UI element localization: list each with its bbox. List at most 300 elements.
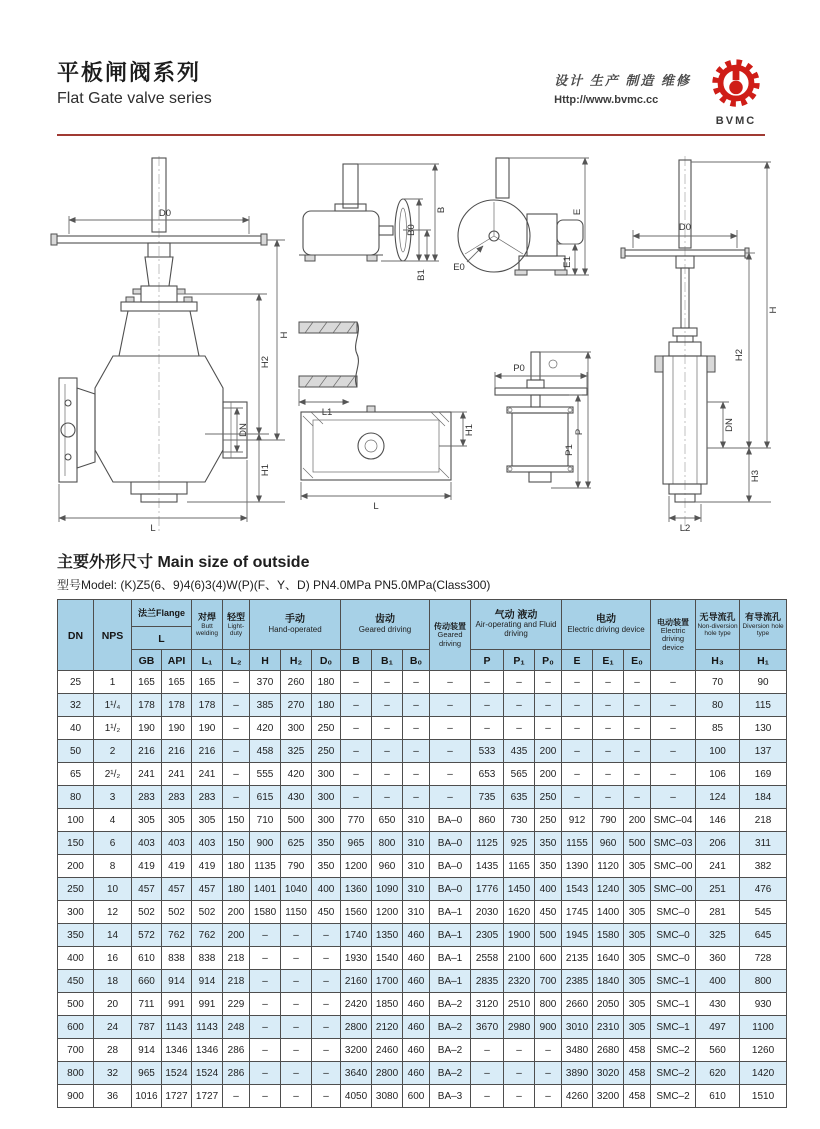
table-cell: 3080 xyxy=(372,1085,403,1108)
col-header-h2: H₂ xyxy=(281,650,312,671)
table-cell: – xyxy=(593,763,624,786)
table-cell: BA–0 xyxy=(430,809,471,832)
table-cell: 3480 xyxy=(562,1039,593,1062)
table-cell: 430 xyxy=(281,786,312,809)
table-cell: 124 xyxy=(696,786,740,809)
table-cell: 1125 xyxy=(471,832,504,855)
table-cell: 419 xyxy=(162,855,192,878)
table-row xyxy=(58,786,787,809)
table-cell: – xyxy=(624,763,651,786)
table-cell: 40 xyxy=(58,717,94,740)
dim-label-d0b: D0 xyxy=(678,222,692,233)
table-cell: 460 xyxy=(403,1062,430,1085)
table-cell: 1350 xyxy=(372,924,403,947)
table-cell: 450 xyxy=(58,970,94,993)
table-cell: 169 xyxy=(740,763,787,786)
table-cell: 1390 xyxy=(562,855,593,878)
table-cell: 305 xyxy=(162,809,192,832)
table-cell: – xyxy=(535,717,562,740)
table-cell: 1200 xyxy=(341,855,372,878)
table-cell: 200 xyxy=(58,855,94,878)
table-cell: 241 xyxy=(162,763,192,786)
table-cell: 2660 xyxy=(562,993,593,1016)
table-cell: SMC–2 xyxy=(651,1062,696,1085)
table-cell: 460 xyxy=(403,993,430,1016)
table-cell: 500 xyxy=(624,832,651,855)
table-cell: – xyxy=(281,924,312,947)
table-row xyxy=(58,832,787,855)
table-cell: 533 xyxy=(471,740,504,763)
table-cell: – xyxy=(341,786,372,809)
dim-label-dn: DN xyxy=(238,423,249,437)
dim-label-e0: E0 xyxy=(453,262,465,273)
table-cell: 1727 xyxy=(162,1085,192,1108)
table-cell: 1090 xyxy=(372,878,403,901)
table-cell: – xyxy=(403,763,430,786)
col-header-flange-l: L xyxy=(132,627,192,650)
table-cell: 24 xyxy=(94,1016,132,1039)
site-url: Http://www.bvmc.cc xyxy=(554,94,659,106)
table-cell: 838 xyxy=(192,947,223,970)
table-cell: 2800 xyxy=(372,1062,403,1085)
table-cell: 2510 xyxy=(504,993,535,1016)
table-cell: 165 xyxy=(192,671,223,694)
table-cell: 460 xyxy=(403,924,430,947)
table-cell: 300 xyxy=(312,763,341,786)
dim-label-h3: H3 xyxy=(750,469,761,483)
table-cell: 620 xyxy=(696,1062,740,1085)
table-cell: 3670 xyxy=(471,1016,504,1039)
table-cell: 1120 xyxy=(593,855,624,878)
table-cell: 960 xyxy=(593,832,624,855)
table-cell: 146 xyxy=(696,809,740,832)
table-cell: 1100 xyxy=(740,1016,787,1039)
table-cell: – xyxy=(651,740,696,763)
col-header-h3: H₃ xyxy=(696,650,740,671)
page-title: 平板闸阀系列 xyxy=(57,60,202,85)
table-cell: 360 xyxy=(696,947,740,970)
table-cell: 925 xyxy=(504,832,535,855)
col-header-non-diversion: 无导流孔 Non-diversion hole type xyxy=(696,600,740,650)
table-cell: 1016 xyxy=(132,1085,162,1108)
table-cell: SMC–0 xyxy=(651,901,696,924)
table-row xyxy=(58,970,787,993)
table-cell: 325 xyxy=(696,924,740,947)
table-cell: 1 xyxy=(94,671,132,694)
table-cell: 218 xyxy=(223,947,250,970)
table-row xyxy=(58,809,787,832)
table-cell: – xyxy=(372,671,403,694)
table-cell: 457 xyxy=(162,878,192,901)
table-cell: – xyxy=(281,993,312,1016)
dim-label-l2: L2 xyxy=(679,523,691,534)
table-cell: 1040 xyxy=(281,878,312,901)
table-cell: 180 xyxy=(312,694,341,717)
table-cell: – xyxy=(250,970,281,993)
table-row xyxy=(58,993,787,1016)
table-cell: – xyxy=(250,924,281,947)
table-cell: – xyxy=(250,947,281,970)
table-cell: 218 xyxy=(740,809,787,832)
table-cell: 310 xyxy=(403,832,430,855)
table-cell: 457 xyxy=(192,878,223,901)
table-cell: 250 xyxy=(58,878,94,901)
table-cell: 65 xyxy=(58,763,94,786)
table-cell: 565 xyxy=(504,763,535,786)
table-cell: – xyxy=(471,694,504,717)
table-cell: – xyxy=(312,1062,341,1085)
table-cell: 900 xyxy=(250,832,281,855)
table-cell: 250 xyxy=(312,717,341,740)
table-cell: 762 xyxy=(162,924,192,947)
table-row xyxy=(58,717,787,740)
table-cell: 419 xyxy=(192,855,223,878)
table-cell: – xyxy=(281,1016,312,1039)
table-cell: – xyxy=(471,717,504,740)
table-cell: 36 xyxy=(94,1085,132,1108)
table-cell: 300 xyxy=(58,901,94,924)
table-cell: 3 xyxy=(94,786,132,809)
dim-label-h1: H1 xyxy=(260,463,271,477)
col-header-flange: 法兰Flange xyxy=(132,600,192,627)
table-cell: 4 xyxy=(94,809,132,832)
table-cell: SMC–0 xyxy=(651,947,696,970)
table-cell: 178 xyxy=(192,694,223,717)
table-cell: – xyxy=(223,786,250,809)
table-cell: – xyxy=(250,1085,281,1108)
table-cell: 12 xyxy=(94,901,132,924)
table-cell: 2420 xyxy=(341,993,372,1016)
table-cell: – xyxy=(562,763,593,786)
table-cell: 458 xyxy=(624,1085,651,1108)
table-cell: 18 xyxy=(94,970,132,993)
table-cell: 1450 xyxy=(504,878,535,901)
table-cell: 305 xyxy=(192,809,223,832)
col-header-electric-driving: 电动 Electric driving device xyxy=(562,600,651,650)
table-cell: 1150 xyxy=(281,901,312,924)
table-cell: 497 xyxy=(696,1016,740,1039)
actuator-drawings xyxy=(291,150,593,538)
table-cell: 435 xyxy=(504,740,535,763)
table-cell: 1135 xyxy=(250,855,281,878)
table-cell: 20 xyxy=(94,993,132,1016)
table-cell: 770 xyxy=(341,809,372,832)
table-cell: – xyxy=(312,970,341,993)
table-row xyxy=(58,947,787,970)
table-row xyxy=(58,1016,787,1039)
table-cell: – xyxy=(341,717,372,740)
table-cell: 1401 xyxy=(250,878,281,901)
table-cell: BA–1 xyxy=(430,947,471,970)
table-cell: 2120 xyxy=(372,1016,403,1039)
table-cell: – xyxy=(535,671,562,694)
table-cell: 735 xyxy=(471,786,504,809)
table-cell: 150 xyxy=(223,809,250,832)
table-cell: 460 xyxy=(403,947,430,970)
table-cell: 1543 xyxy=(562,878,593,901)
table-row xyxy=(58,878,787,901)
table-cell: – xyxy=(372,763,403,786)
table-cell: – xyxy=(372,694,403,717)
table-cell: – xyxy=(223,740,250,763)
dim-label-h1b: H1 xyxy=(464,423,475,437)
table-cell: 200 xyxy=(535,763,562,786)
table-cell: 25 xyxy=(58,671,94,694)
table-cell: – xyxy=(223,1085,250,1108)
table-cell: 1165 xyxy=(504,855,535,878)
col-header-h1: H₁ xyxy=(740,650,787,671)
table-cell: – xyxy=(651,786,696,809)
table-cell: 1700 xyxy=(372,970,403,993)
table-cell: 860 xyxy=(471,809,504,832)
table-cell: – xyxy=(250,1039,281,1062)
table-cell: 2460 xyxy=(372,1039,403,1062)
table-cell: 560 xyxy=(696,1039,740,1062)
col-header-air-fluid: 气动 液动 Air-operating and Fluid driving xyxy=(471,600,562,650)
table-cell: 241 xyxy=(132,763,162,786)
gear-icon xyxy=(707,56,765,114)
table-cell: 6 xyxy=(94,832,132,855)
table-cell: 283 xyxy=(132,786,162,809)
table-cell: 283 xyxy=(162,786,192,809)
table-cell: 500 xyxy=(535,924,562,947)
table-cell: 787 xyxy=(132,1016,162,1039)
table-cell: – xyxy=(593,740,624,763)
logo-text: BVMC xyxy=(715,115,757,127)
model-line: 型号Model: (K)Z5(6、9)4(6)3(4)W(P)(F、Y、D) PN4.0MPa PN5.0MPa(Class300) xyxy=(57,578,491,592)
table-cell: 300 xyxy=(312,809,341,832)
table-cell: 1930 xyxy=(341,947,372,970)
table-cell: SMC–1 xyxy=(651,1016,696,1039)
table-cell: 400 xyxy=(535,878,562,901)
table-cell: 711 xyxy=(132,993,162,1016)
table-cell: 150 xyxy=(223,832,250,855)
table-cell: – xyxy=(341,671,372,694)
table-cell: 310 xyxy=(403,809,430,832)
table-cell: – xyxy=(403,694,430,717)
table-cell: – xyxy=(651,671,696,694)
table-cell: 991 xyxy=(162,993,192,1016)
table-cell: – xyxy=(250,1016,281,1039)
table-cell: 420 xyxy=(281,763,312,786)
table-cell: 115 xyxy=(740,694,787,717)
table-cell: 216 xyxy=(132,740,162,763)
table-cell: 178 xyxy=(132,694,162,717)
table-cell: 1840 xyxy=(593,970,624,993)
table-cell: 1745 xyxy=(562,901,593,924)
table-cell: 130 xyxy=(740,717,787,740)
table-cell: 16 xyxy=(94,947,132,970)
table-cell: 200 xyxy=(624,809,651,832)
table-cell: 700 xyxy=(58,1039,94,1062)
table-cell: – xyxy=(430,763,471,786)
table-cell: 382 xyxy=(740,855,787,878)
table-cell: – xyxy=(430,740,471,763)
table-cell: 80 xyxy=(58,786,94,809)
table-cell: BA–2 xyxy=(430,1062,471,1085)
table-cell: – xyxy=(430,694,471,717)
table-cell: 2030 xyxy=(471,901,504,924)
hand-valve-drawing xyxy=(29,150,291,538)
table-cell: 1143 xyxy=(162,1016,192,1039)
dim-label-b0: B0 xyxy=(406,224,417,236)
table-row xyxy=(58,901,787,924)
table-cell: 1240 xyxy=(593,878,624,901)
table-cell: – xyxy=(504,1062,535,1085)
table-cell: – xyxy=(250,1062,281,1085)
table-cell: 229 xyxy=(223,993,250,1016)
table-cell: 311 xyxy=(740,832,787,855)
table-cell: 350 xyxy=(58,924,94,947)
col-header-l1: L₁ xyxy=(192,650,223,671)
table-cell: 800 xyxy=(372,832,403,855)
table-cell: – xyxy=(504,1085,535,1108)
table-row xyxy=(58,671,787,694)
table-cell: 50 xyxy=(58,740,94,763)
table-cell: – xyxy=(312,1085,341,1108)
table-cell: 270 xyxy=(281,694,312,717)
table-cell: 430 xyxy=(696,993,740,1016)
table-cell: – xyxy=(312,993,341,1016)
table-cell: 10 xyxy=(94,878,132,901)
table-cell: 960 xyxy=(372,855,403,878)
table-cell: 305 xyxy=(624,855,651,878)
col-header-hand-operated: 手动 Hand-operated xyxy=(250,600,341,650)
table-cell: – xyxy=(341,694,372,717)
table-cell: 286 xyxy=(223,1039,250,1062)
table-cell: 1360 xyxy=(341,878,372,901)
table-cell: – xyxy=(562,671,593,694)
table-cell: 4260 xyxy=(562,1085,593,1108)
table-cell: 1776 xyxy=(471,878,504,901)
table-cell: 350 xyxy=(312,832,341,855)
table-cell: 419 xyxy=(132,855,162,878)
table-cell: 900 xyxy=(58,1085,94,1108)
table-row xyxy=(58,1062,787,1085)
table-cell: 190 xyxy=(132,717,162,740)
dim-label-hb: H xyxy=(768,306,779,314)
table-cell: 1900 xyxy=(504,924,535,947)
table-cell: 460 xyxy=(403,970,430,993)
table-cell: 625 xyxy=(281,832,312,855)
table-cell: 1435 xyxy=(471,855,504,878)
table-cell: 728 xyxy=(740,947,787,970)
table-cell: 450 xyxy=(312,901,341,924)
col-header-api: API xyxy=(162,650,192,671)
table-cell: 450 xyxy=(535,901,562,924)
table-row xyxy=(58,694,787,717)
table-cell: – xyxy=(562,740,593,763)
table-cell: – xyxy=(593,786,624,809)
table-cell: BA–1 xyxy=(430,901,471,924)
table-cell: 1620 xyxy=(504,901,535,924)
table-cell: 1143 xyxy=(192,1016,223,1039)
table-cell: 305 xyxy=(624,878,651,901)
table-row xyxy=(58,1039,787,1062)
table-cell: 283 xyxy=(192,786,223,809)
table-row xyxy=(58,855,787,878)
table-cell: 250 xyxy=(535,809,562,832)
table-cell: – xyxy=(403,671,430,694)
table-cell: 700 xyxy=(535,970,562,993)
table-cell: 305 xyxy=(624,993,651,1016)
table-cell: 1400 xyxy=(593,901,624,924)
table-cell: 2385 xyxy=(562,970,593,993)
table-cell: – xyxy=(430,786,471,809)
table-cell: 8 xyxy=(94,855,132,878)
table-cell: 180 xyxy=(312,671,341,694)
table-cell: 137 xyxy=(740,740,787,763)
table-cell: BA–0 xyxy=(430,878,471,901)
table-cell: 241 xyxy=(192,763,223,786)
table-cell: 930 xyxy=(740,993,787,1016)
dim-label-e: E xyxy=(572,208,583,216)
col-header-b1: B₁ xyxy=(372,650,403,671)
table-cell: 1510 xyxy=(740,1085,787,1108)
table-cell: 1155 xyxy=(562,832,593,855)
table-cell: 2558 xyxy=(471,947,504,970)
table-cell: 1945 xyxy=(562,924,593,947)
table-cell: 545 xyxy=(740,901,787,924)
table-cell: – xyxy=(312,1016,341,1039)
table-cell: SMC–00 xyxy=(651,855,696,878)
col-header-geared-driving: 齿动 Geared driving xyxy=(341,600,430,650)
col-header-h: H xyxy=(250,650,281,671)
table-cell: – xyxy=(281,1062,312,1085)
table-cell: 32 xyxy=(58,694,94,717)
col-header-electric-device: 电动装置 Electric driving device xyxy=(651,600,696,671)
table-cell: 310 xyxy=(403,878,430,901)
table-cell: 914 xyxy=(132,1039,162,1062)
table-cell: – xyxy=(471,1039,504,1062)
table-cell: – xyxy=(624,694,651,717)
table-cell: 216 xyxy=(162,740,192,763)
table-cell: 2305 xyxy=(471,924,504,947)
table-cell: 1420 xyxy=(740,1062,787,1085)
table-cell: 912 xyxy=(562,809,593,832)
dim-label-p1: P1 xyxy=(564,444,575,456)
table-cell: 650 xyxy=(372,809,403,832)
dim-label-h: H xyxy=(279,331,290,339)
table-cell: 403 xyxy=(132,832,162,855)
table-cell: 600 xyxy=(403,1085,430,1108)
table-cell: 241 xyxy=(696,855,740,878)
table-cell: – xyxy=(250,993,281,1016)
col-header-dn: DN xyxy=(58,600,94,671)
col-header-d0: D₀ xyxy=(312,650,341,671)
table-cell: BA–0 xyxy=(430,832,471,855)
company-slogan: 设计 生产 制造 维修 xyxy=(554,73,691,88)
table-cell: 325 xyxy=(281,740,312,763)
col-header-e1: E₁ xyxy=(593,650,624,671)
table-cell: 710 xyxy=(250,809,281,832)
table-cell: 3200 xyxy=(341,1039,372,1062)
page-header xyxy=(57,56,765,127)
table-cell: 1740 xyxy=(341,924,372,947)
table-cell: 260 xyxy=(281,671,312,694)
light-valve-drawing xyxy=(593,150,793,538)
table-cell: – xyxy=(624,717,651,740)
table-cell: 1560 xyxy=(341,901,372,924)
table-cell: 790 xyxy=(593,809,624,832)
table-cell: SMC–0 xyxy=(651,924,696,947)
section-title: 主要外形尺寸 Main size of outside xyxy=(57,554,310,571)
size-table xyxy=(57,599,787,1108)
table-cell: – xyxy=(504,694,535,717)
table-cell: 800 xyxy=(740,970,787,993)
electric-actuator-drawing xyxy=(453,158,589,275)
table-cell: 762 xyxy=(192,924,223,947)
